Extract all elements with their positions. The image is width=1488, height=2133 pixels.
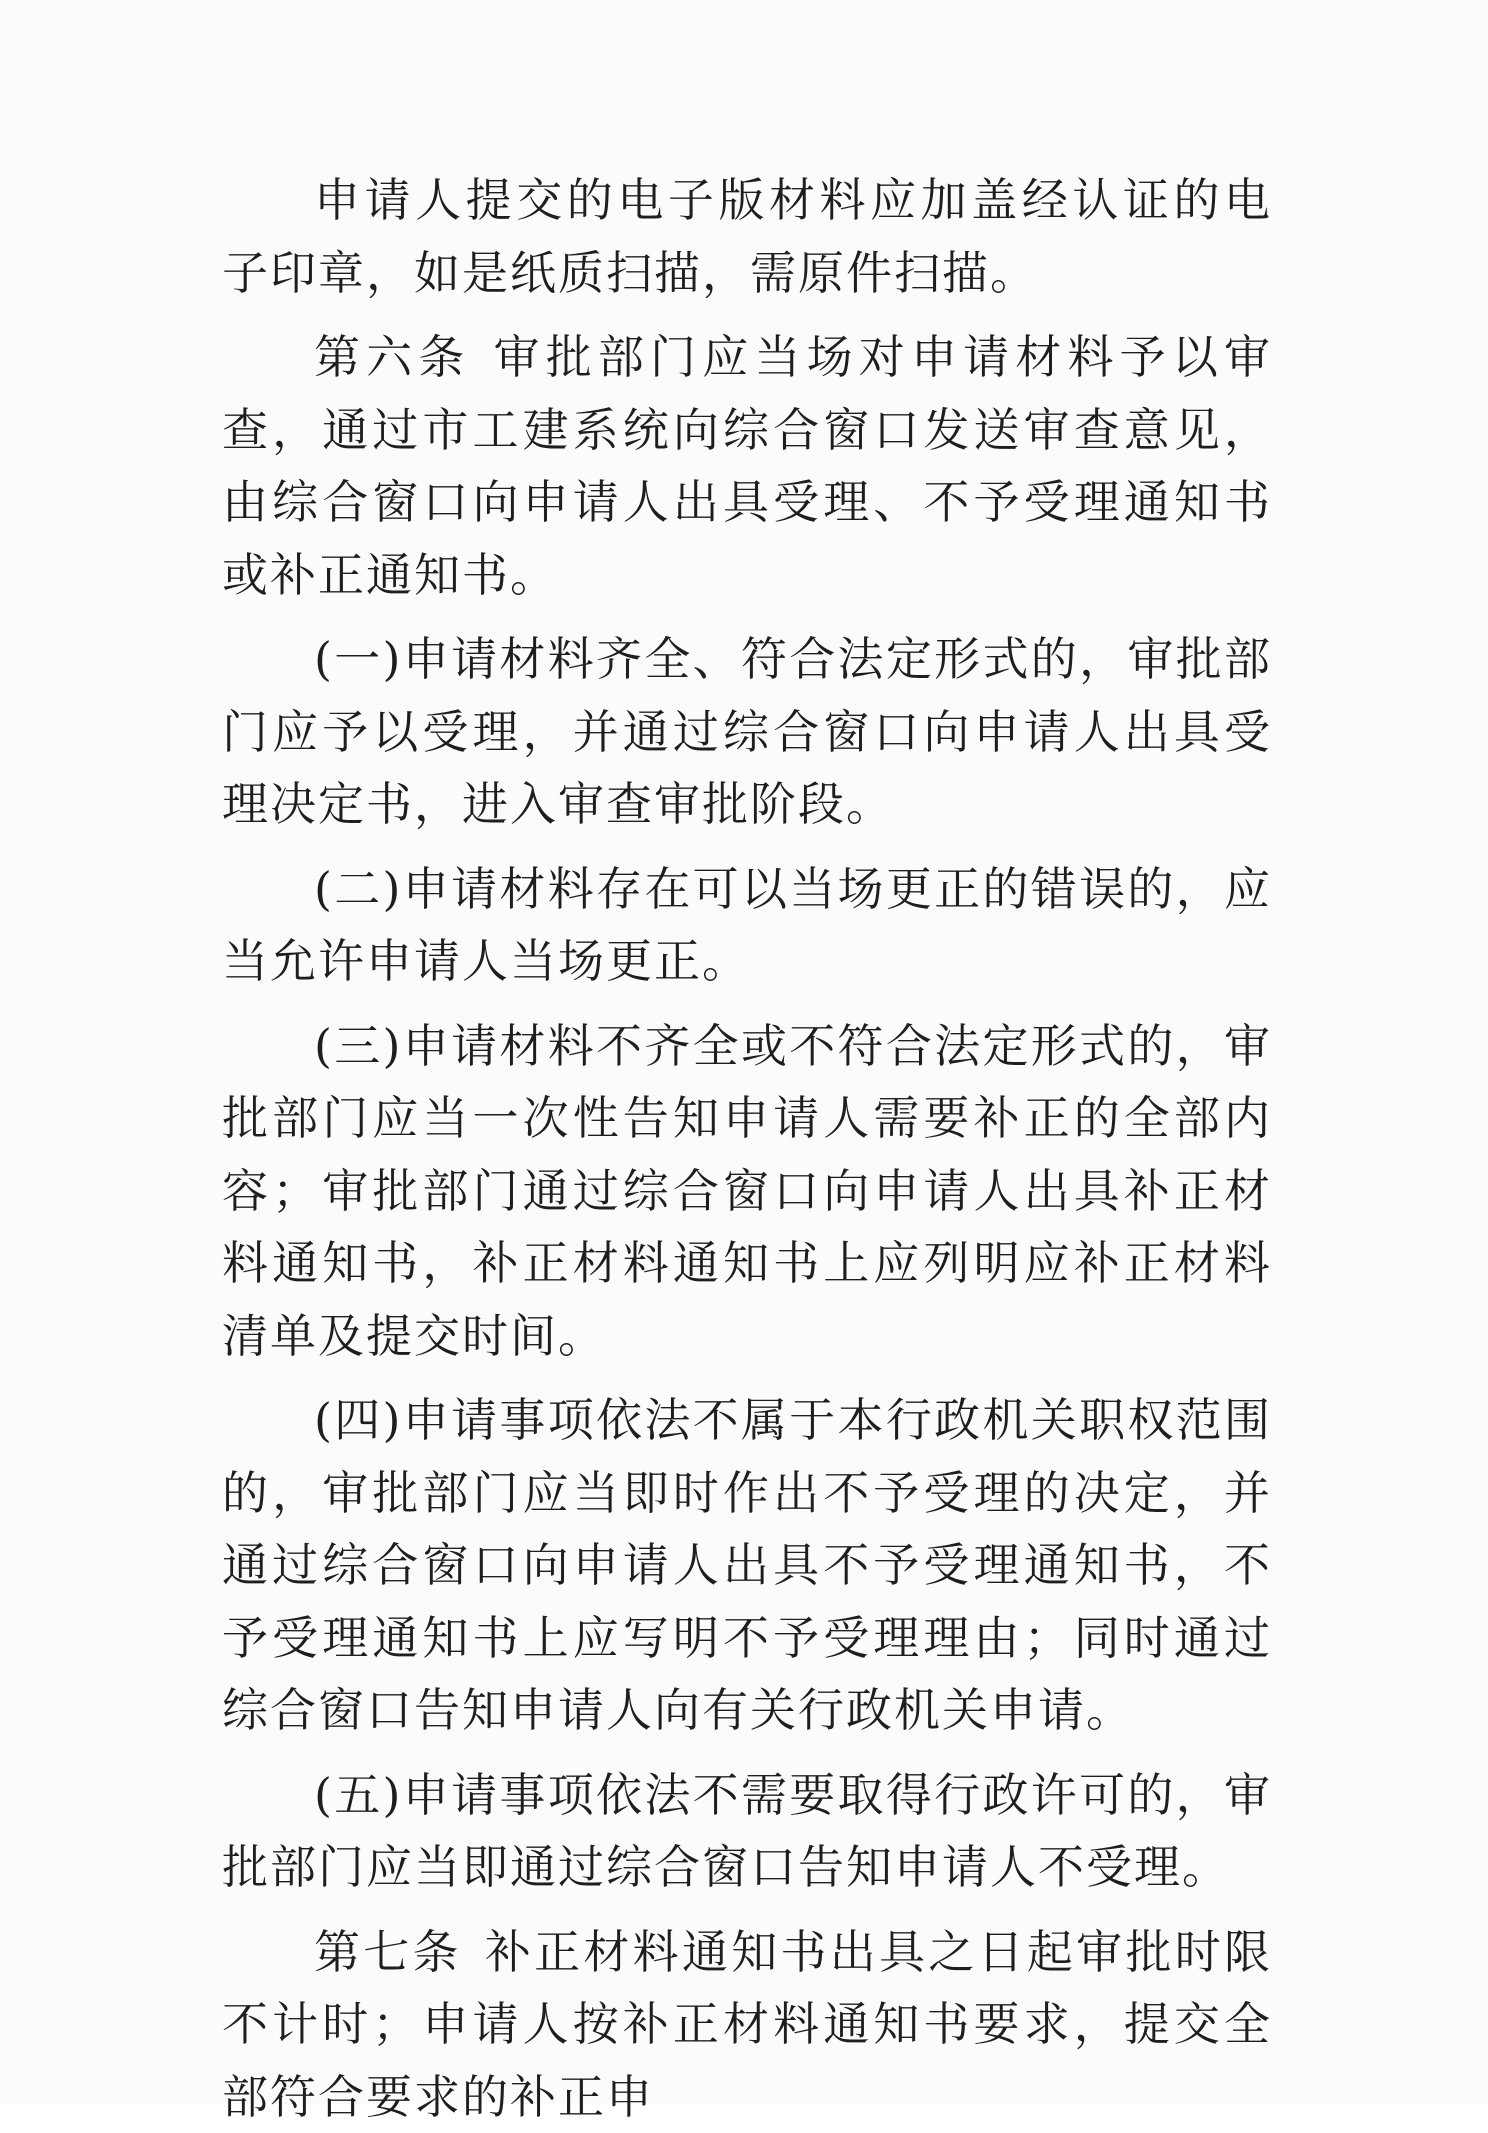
paragraph-electronic-materials (222, 164, 1272, 309)
paragraph-text: (一)申请材料齐全、符合法定形式的，审批部门应予以受理，并通过综合窗口向申请人出具受理决定书，进入审查审批阶段。 (222, 632, 1272, 831)
paragraph-item-3 (222, 1010, 1272, 1373)
paragraph-article-7 (222, 1916, 1272, 2133)
paragraph-text: 补正材料通知书出具之日起审批时限不计时；申请人按补正材料通知书要求，提交全部符合要求的补正申 (222, 1925, 1272, 2124)
paragraph-text: (四)申请事项依法不属于本行政机关职权范围的，审批部门应当即时作出不予受理的决定，并通过综合窗口向申请人出具不予受理通知书，不予受理通知书上应写明不予受理理由；同时通过综合窗口告知申请人向有关行政机关申请。 (222, 1393, 1272, 1737)
document-body (222, 164, 1272, 2133)
paragraph-item-5 (222, 1759, 1272, 1904)
paragraph-article-6 (222, 321, 1272, 611)
paragraph-item-4 (222, 1384, 1272, 1747)
paragraph-text: 审批部门应当场对申请材料予以审查，通过市工建系统向综合窗口发送审查意见，由综合窗口向申请人出具受理、不予受理通知书或补正通知书。 (222, 330, 1272, 602)
paragraph-text: (二)申请材料存在可以当场更正的错误的，应当允许申请人当场更正。 (222, 862, 1272, 989)
article-heading: 第六条 (314, 330, 471, 384)
article-heading: 第七条 (314, 1925, 462, 1979)
paragraph-item-2 (222, 853, 1272, 998)
paragraph-item-1 (222, 623, 1272, 841)
paragraph-text: (五)申请事项依法不需要取得行政许可的，审批部门应当即通过综合窗口告知申请人不受理。 (222, 1768, 1272, 1895)
paragraph-text: (三)申请材料不齐全或不符合法定形式的，审批部门应当一次性告知申请人需要补正的全部内容；审批部门通过综合窗口向申请人出具补正材料通知书，补正材料通知书上应列明应补正材料清单及提交时间。 (222, 1019, 1272, 1363)
paragraph-text: 申请人提交的电子版材料应加盖经认证的电子印章，如是纸质扫描，需原件扫描。 (222, 173, 1272, 300)
